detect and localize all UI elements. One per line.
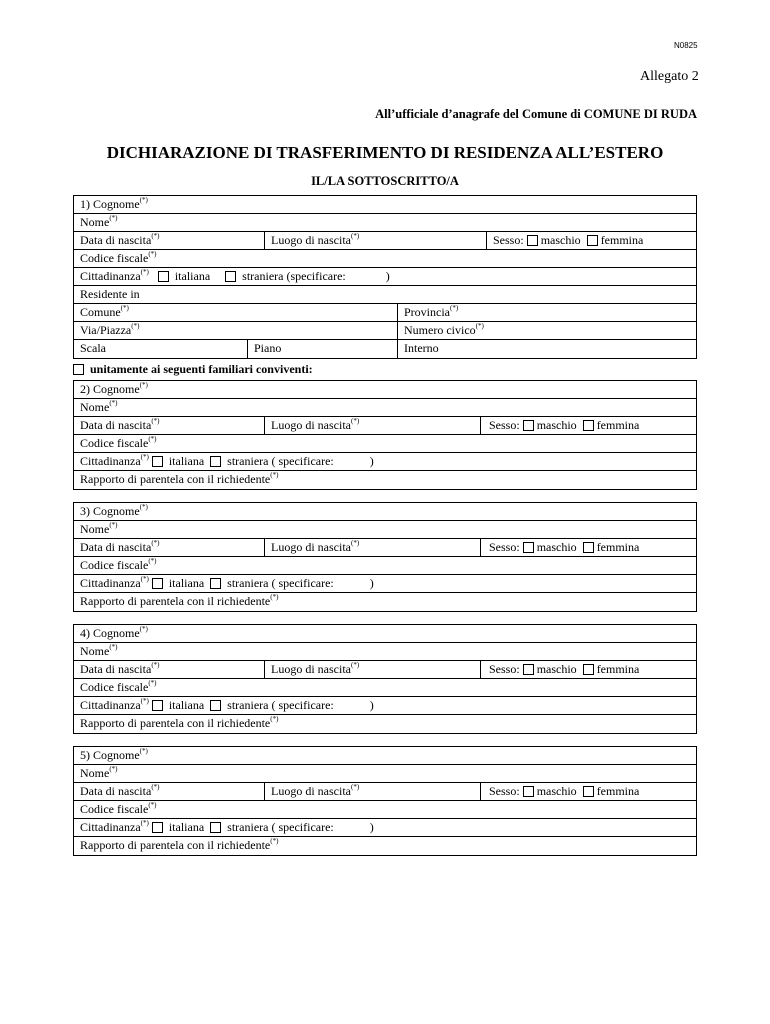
birth-place-label: Luogo di nascita bbox=[271, 540, 351, 554]
male-label: maschio bbox=[536, 418, 577, 432]
cohabitants-label: unitamente ai seguenti familiari conviventi: bbox=[90, 362, 313, 376]
citizenship-field: Cittadinanza(*) italiana straniera ( specificare: ) bbox=[80, 453, 374, 468]
female-checkbox[interactable] bbox=[583, 664, 594, 675]
female-checkbox[interactable] bbox=[587, 235, 598, 246]
citizenship-field: Cittadinanza(*) italiana straniera ( specificare: ) bbox=[80, 575, 374, 590]
tax-code-label: Codice fiscale bbox=[80, 802, 149, 816]
relationship-label: Rapporto di parentela con il richiedente bbox=[80, 472, 271, 486]
female-label: femmina bbox=[596, 784, 640, 798]
citizenship-field: Cittadinanza(*) italiana straniera ( specificare: ) bbox=[80, 697, 374, 712]
tax-code-row bbox=[74, 435, 696, 453]
italian-checkbox[interactable] bbox=[152, 456, 163, 467]
relationship-label: Rapporto di parentela con il richiedente bbox=[80, 594, 271, 608]
female-label: femmina bbox=[600, 233, 644, 247]
male-checkbox[interactable] bbox=[523, 786, 534, 797]
foreign-label: straniera ( specificare: bbox=[227, 820, 334, 834]
foreign-checkbox[interactable] bbox=[210, 578, 221, 589]
sex-label: Sesso: bbox=[493, 233, 524, 247]
municipality-label: Comune bbox=[80, 305, 121, 319]
relationship-row bbox=[74, 471, 696, 489]
birth-place-field[interactable]: Luogo di nascita(*) bbox=[264, 661, 359, 678]
male-checkbox[interactable] bbox=[527, 235, 538, 246]
street-number-label: Numero civico bbox=[404, 323, 476, 337]
province-label: Provincia bbox=[404, 305, 450, 319]
birth-date-label: Data di nascita bbox=[80, 784, 152, 798]
male-checkbox[interactable] bbox=[523, 542, 534, 553]
surname-field[interactable]: 5) Cognome(*) bbox=[80, 747, 148, 762]
building-row bbox=[74, 340, 696, 358]
birth-date-field[interactable]: Data di nascita(*) bbox=[80, 539, 160, 554]
tax-code-label: Codice fiscale bbox=[80, 436, 149, 450]
foreign-checkbox[interactable] bbox=[210, 700, 221, 711]
cohabitants-heading bbox=[73, 362, 313, 377]
italian-label: italiana bbox=[168, 698, 205, 712]
floor-field[interactable] bbox=[247, 340, 281, 358]
street-label: Via/Piazza bbox=[80, 323, 132, 337]
sex-field bbox=[486, 232, 643, 249]
tax-code-row bbox=[74, 801, 696, 819]
name-field[interactable]: Nome(*) bbox=[80, 399, 118, 414]
family-member-section bbox=[73, 624, 697, 734]
foreign-checkbox[interactable] bbox=[210, 822, 221, 833]
female-label: femmina bbox=[596, 418, 640, 432]
male-checkbox[interactable] bbox=[523, 420, 534, 431]
female-checkbox[interactable] bbox=[583, 542, 594, 553]
relationship-field[interactable]: Rapporto di parentela con il richiedente(*) bbox=[80, 837, 279, 852]
birth-place-field[interactable]: Luogo di nascita(*) bbox=[264, 539, 359, 556]
foreign-label: straniera ( specificare: bbox=[227, 698, 334, 712]
address-row bbox=[74, 322, 696, 340]
surname-row bbox=[74, 196, 696, 214]
citizenship-label: Cittadinanza bbox=[80, 576, 141, 590]
name-row bbox=[74, 399, 696, 417]
tax-code-field[interactable]: Codice fiscale(*) bbox=[80, 679, 157, 694]
name-field[interactable]: Nome(*) bbox=[80, 214, 118, 229]
italian-checkbox[interactable] bbox=[152, 822, 163, 833]
surname-field[interactable]: 2) Cognome(*) bbox=[80, 381, 148, 396]
family-member-section bbox=[73, 502, 697, 612]
sex-field bbox=[480, 661, 639, 678]
relationship-row bbox=[74, 837, 696, 855]
italian-label: italiana bbox=[168, 454, 205, 468]
citizenship-label: Cittadinanza bbox=[80, 820, 141, 834]
birth-date-field[interactable]: Data di nascita(*) bbox=[80, 661, 160, 676]
birth-place-label: Luogo di nascita bbox=[271, 233, 351, 247]
tax-code-row bbox=[74, 679, 696, 697]
citizenship-row bbox=[74, 575, 696, 593]
surname-field[interactable]: 4) Cognome(*) bbox=[80, 625, 148, 640]
italian-label: italiana bbox=[174, 269, 211, 283]
birth-place-label: Luogo di nascita bbox=[271, 662, 351, 676]
foreign-label: straniera ( specificare: bbox=[227, 454, 334, 468]
birth-place-label: Luogo di nascita bbox=[271, 784, 351, 798]
tax-code-row bbox=[74, 557, 696, 575]
name-row bbox=[74, 521, 696, 539]
birth-date-field[interactable]: Data di nascita(*) bbox=[80, 232, 160, 247]
municipality-row bbox=[74, 304, 696, 322]
tax-code-field[interactable]: Codice fiscale(*) bbox=[80, 435, 157, 450]
street-field[interactable]: Via/Piazza(*) bbox=[80, 322, 140, 337]
relationship-field[interactable]: Rapporto di parentela con il richiedente(*) bbox=[80, 593, 279, 608]
female-checkbox[interactable] bbox=[583, 786, 594, 797]
italian-checkbox[interactable] bbox=[152, 700, 163, 711]
name-field[interactable]: Nome(*) bbox=[80, 765, 118, 780]
male-label: maschio bbox=[536, 784, 577, 798]
sex-field bbox=[480, 539, 639, 556]
name-field[interactable]: Nome(*) bbox=[80, 643, 118, 658]
citizenship-row bbox=[74, 697, 696, 715]
relationship-label: Rapporto di parentela con il richiedente bbox=[80, 838, 271, 852]
male-label: maschio bbox=[536, 662, 577, 676]
addressee-line: All’ufficiale d’anagrafe del Comune di COMUNE DI RUDA bbox=[375, 107, 697, 121]
surname-row bbox=[74, 381, 696, 399]
province-field[interactable]: Provincia(*) bbox=[397, 304, 458, 321]
sex-field bbox=[480, 417, 639, 434]
relationship-label: Rapporto di parentela con il richiedente bbox=[80, 716, 271, 730]
surname-label: 2) Cognome bbox=[80, 382, 140, 396]
name-label: Nome bbox=[80, 522, 110, 536]
name-row bbox=[74, 643, 696, 661]
birth-date-label: Data di nascita bbox=[80, 233, 152, 247]
surname-field[interactable]: 1) Cognome(*) bbox=[80, 196, 148, 211]
applicant-section bbox=[73, 195, 697, 359]
surname-row bbox=[74, 503, 696, 521]
name-row bbox=[74, 214, 696, 232]
male-label: maschio bbox=[536, 540, 577, 554]
italian-checkbox[interactable] bbox=[158, 271, 169, 282]
sex-label: Sesso: bbox=[489, 418, 520, 432]
name-field[interactable]: Nome(*) bbox=[80, 521, 118, 536]
birth-row bbox=[74, 232, 696, 250]
male-checkbox[interactable] bbox=[523, 664, 534, 675]
sex-label: Sesso: bbox=[489, 662, 520, 676]
birth-place-label: Luogo di nascita bbox=[271, 418, 351, 432]
cohabitants-checkbox[interactable] bbox=[73, 364, 84, 375]
form-code: N0825 bbox=[674, 41, 698, 50]
relationship-row bbox=[74, 593, 696, 611]
sex-label: Sesso: bbox=[489, 540, 520, 554]
birth-date-label: Data di nascita bbox=[80, 418, 152, 432]
birth-row bbox=[74, 783, 696, 801]
tax-code-row bbox=[74, 250, 696, 268]
name-row bbox=[74, 765, 696, 783]
municipality-field[interactable]: Comune(*) bbox=[80, 304, 129, 319]
citizenship-label: Cittadinanza bbox=[80, 698, 141, 712]
birth-place-field[interactable]: Luogo di nascita(*) bbox=[264, 783, 359, 800]
tax-code-label: Codice fiscale bbox=[80, 251, 149, 265]
male-label: maschio bbox=[540, 233, 581, 247]
residence-label: Residente in bbox=[80, 287, 140, 301]
citizenship-row bbox=[74, 453, 696, 471]
foreign-checkbox[interactable] bbox=[210, 456, 221, 467]
name-label: Nome bbox=[80, 766, 110, 780]
name-label: Nome bbox=[80, 215, 110, 229]
surname-label: 4) Cognome bbox=[80, 626, 140, 640]
tax-code-field[interactable]: Codice fiscale(*) bbox=[80, 801, 157, 816]
surname-row bbox=[74, 625, 696, 643]
birth-row bbox=[74, 661, 696, 679]
birth-place-field[interactable]: Luogo di nascita(*) bbox=[264, 417, 359, 434]
relationship-row bbox=[74, 715, 696, 733]
tax-code-field[interactable]: Codice fiscale(*) bbox=[80, 250, 157, 265]
birth-row bbox=[74, 539, 696, 557]
female-label: femmina bbox=[596, 662, 640, 676]
citizenship-field: Cittadinanza(*) italiana straniera ( specificare: ) bbox=[80, 819, 374, 834]
family-member-section bbox=[73, 380, 697, 490]
surname-label: 5) Cognome bbox=[80, 748, 140, 762]
family-member-section bbox=[73, 746, 697, 856]
italian-label: italiana bbox=[168, 576, 205, 590]
citizenship-label: Cittadinanza bbox=[80, 269, 141, 283]
birth-place-field[interactable]: Luogo di nascita(*) bbox=[264, 232, 359, 249]
surname-label: 3) Cognome bbox=[80, 504, 140, 518]
birth-date-label: Data di nascita bbox=[80, 662, 152, 676]
birth-date-label: Data di nascita bbox=[80, 540, 152, 554]
citizenship-label: Cittadinanza bbox=[80, 454, 141, 468]
female-checkbox[interactable] bbox=[583, 420, 594, 431]
foreign-label: straniera (specificare: bbox=[242, 269, 346, 283]
name-label: Nome bbox=[80, 400, 110, 414]
tax-code-field[interactable]: Codice fiscale(*) bbox=[80, 557, 157, 572]
floor-label: Piano bbox=[254, 341, 282, 355]
female-label: femmina bbox=[596, 540, 640, 554]
staircase-field[interactable] bbox=[80, 340, 106, 358]
page-title: DICHIARAZIONE DI TRASFERIMENTO DI RESIDENZA ALL’ESTERO bbox=[106, 143, 664, 162]
residence-row bbox=[74, 286, 696, 304]
apartment-label: Interno bbox=[404, 341, 439, 355]
name-label: Nome bbox=[80, 644, 110, 658]
italian-checkbox[interactable] bbox=[152, 578, 163, 589]
page-subtitle: IL/LA SOTTOSCRITTO/A bbox=[311, 174, 459, 188]
foreign-label: straniera ( specificare: bbox=[227, 576, 334, 590]
birth-date-field[interactable]: Data di nascita(*) bbox=[80, 783, 160, 798]
italian-label: italiana bbox=[168, 820, 205, 834]
tax-code-label: Codice fiscale bbox=[80, 558, 149, 572]
allegato-label: Allegato 2 bbox=[640, 69, 699, 84]
surname-row bbox=[74, 747, 696, 765]
surname-label: 1) Cognome bbox=[80, 197, 140, 211]
sex-field bbox=[480, 783, 639, 800]
tax-code-label: Codice fiscale bbox=[80, 680, 149, 694]
citizenship-field: Cittadinanza(*) italiana straniera (specificare: ) bbox=[80, 268, 390, 283]
birth-row bbox=[74, 417, 696, 435]
sex-label: Sesso: bbox=[489, 784, 520, 798]
birth-date-field[interactable]: Data di nascita(*) bbox=[80, 417, 160, 432]
staircase-label: Scala bbox=[80, 341, 106, 355]
street-number-field[interactable]: Numero civico(*) bbox=[397, 322, 484, 339]
apartment-field[interactable] bbox=[397, 340, 439, 358]
citizenship-row bbox=[74, 819, 696, 837]
foreign-checkbox[interactable] bbox=[225, 271, 236, 282]
surname-field[interactable]: 3) Cognome(*) bbox=[80, 503, 148, 518]
relationship-field[interactable]: Rapporto di parentela con il richiedente(*) bbox=[80, 715, 279, 730]
relationship-field[interactable]: Rapporto di parentela con il richiedente(*) bbox=[80, 471, 279, 486]
citizenship-row bbox=[74, 268, 696, 286]
